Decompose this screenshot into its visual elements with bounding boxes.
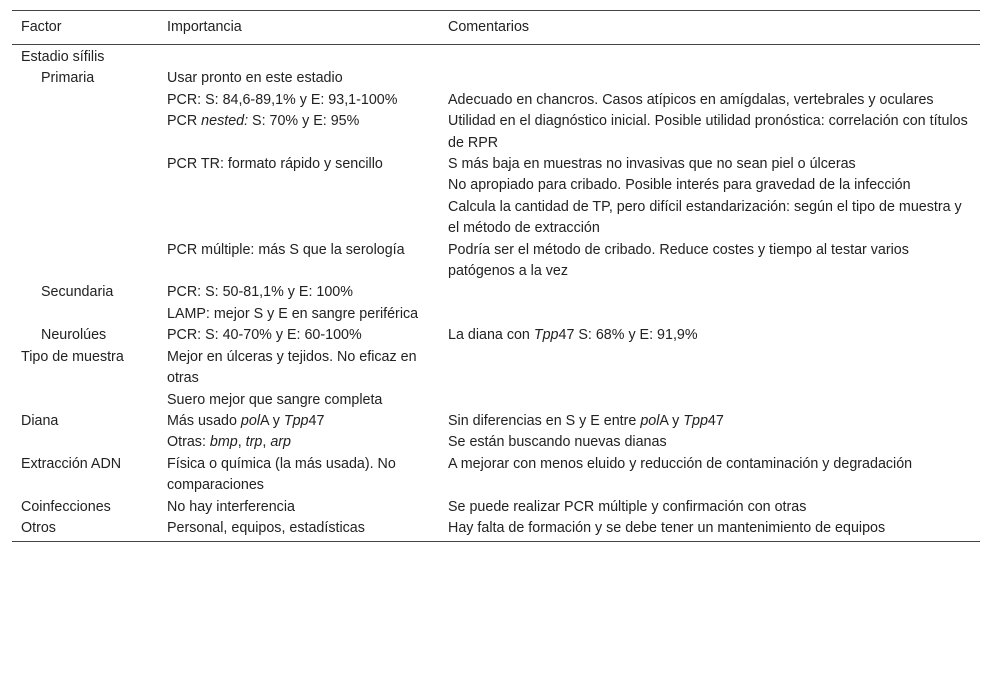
cell-comentarios: Se están buscando nuevas dianas (448, 434, 667, 451)
table-row (12, 347, 980, 390)
cell-factor (12, 111, 158, 154)
header-importancia: Importancia (158, 11, 439, 45)
cell-comentarios: Calcula la cantidad de TP, pero difícil estandarización: según el tipo de muestra y el método de extracción (448, 198, 962, 237)
cell-importancia (158, 197, 439, 240)
table-row (12, 454, 980, 497)
cell-comentarios (439, 347, 980, 390)
table-container (12, 10, 980, 542)
header-comentarios: Comentarios (439, 11, 980, 45)
table-row (12, 197, 980, 240)
cell-factor (12, 90, 158, 111)
cell-importancia: LAMP: mejor S y E en sangre periférica (167, 305, 419, 322)
cell-comentarios: S más baja en muestras no invasivas que no sean piel o úlceras (448, 156, 856, 173)
table-row (12, 154, 980, 175)
table-row (12, 497, 980, 518)
cell-comentarios: Utilidad en el diagnóstico inicial. Posible utilidad pronóstica: correlación con títulos de RPR (448, 113, 968, 151)
cell-importancia: Otras: bmp, trp, arp (167, 434, 291, 451)
cell-importancia (158, 175, 439, 196)
cell-factor (12, 432, 158, 453)
cell-importancia: PCR: S: 84,6-89,1% y E: 93,1-100% (167, 91, 398, 108)
header-factor: Factor (12, 11, 158, 45)
cell-factor (12, 390, 158, 411)
cell-factor: Coinfecciones (21, 498, 111, 515)
cell-comentarios (439, 282, 980, 303)
table-row (12, 240, 980, 283)
cell-importancia: Suero mejor que sangre completa (167, 391, 383, 408)
cell-comentarios: A mejorar con menos eluido y reducción de contaminación y degradación (448, 455, 913, 472)
cell-factor (12, 240, 158, 283)
cell-factor: Estadio sífilis (21, 49, 105, 65)
pcr-factors-table (12, 10, 980, 542)
cell-importancia: PCR TR: formato rápido y sencillo (167, 156, 383, 173)
cell-factor: Extracción ADN (21, 455, 122, 472)
table-row (12, 90, 980, 111)
cell-factor: Neurolúes (41, 327, 107, 344)
table-row (12, 68, 980, 89)
table-row (12, 390, 980, 411)
cell-comentarios: Podría ser el método de cribado. Reduce costes y tiempo al testar varios patógenos a la vez (448, 241, 909, 280)
cell-importancia: Más usado polA y Tpp47 (167, 412, 325, 429)
cell-factor: Secundaria (41, 284, 114, 301)
table-row (12, 175, 980, 196)
cell-comentarios (439, 304, 980, 325)
cell-factor (12, 154, 158, 175)
cell-comentarios: Adecuado en chancros. Casos atípicos en amígdalas, vertebrales y oculares (448, 91, 934, 108)
cell-factor: Otros (12, 518, 158, 542)
cell-comentarios: Hay falta de formación y se debe tener un mantenimiento de equipos (439, 518, 980, 542)
table-header (12, 11, 980, 45)
cell-importancia: Mejor en úlceras y tejidos. No eficaz en otras (167, 348, 417, 387)
header-row (12, 11, 980, 45)
cell-comentarios: Se puede realizar PCR múltiple y confirmación con otras (448, 498, 807, 515)
cell-factor: Primaria (41, 70, 95, 87)
cell-factor: Diana (21, 412, 59, 429)
table-row (12, 518, 980, 542)
cell-importancia: Personal, equipos, estadísticas (158, 518, 439, 542)
cell-importancia: PCR: S: 50-81,1% y E: 100% (167, 284, 353, 301)
cell-importancia: PCR nested: S: 70% y E: 95% (167, 113, 360, 130)
cell-importancia: No hay interferencia (167, 498, 295, 515)
cell-comentarios (439, 68, 980, 89)
cell-importancia (158, 45, 439, 69)
cell-comentarios: Sin diferencias en S y E entre polA y Tpp47 (448, 412, 724, 429)
table-row (12, 45, 980, 69)
table-row (12, 282, 980, 303)
cell-factor: Tipo de muestra (21, 348, 124, 365)
cell-factor (12, 304, 158, 325)
cell-importancia: Usar pronto en este estadio (167, 70, 343, 87)
cell-importancia: Física o química (la más usada). No comparaciones (167, 455, 396, 494)
cell-importancia: PCR múltiple: más S que la serología (167, 241, 405, 258)
cell-comentarios: No apropiado para cribado. Posible interés para gravedad de la infección (448, 177, 911, 194)
table-row (12, 432, 980, 453)
table-body (12, 45, 980, 542)
cell-factor (12, 197, 158, 240)
cell-comentarios (439, 45, 980, 69)
cell-comentarios: La diana con Tpp47 S: 68% y E: 91,9% (448, 327, 698, 344)
table-row (12, 304, 980, 325)
table-row (12, 111, 980, 154)
table-row (12, 325, 980, 346)
table-row (12, 411, 980, 432)
cell-comentarios (439, 390, 980, 411)
cell-factor (12, 175, 158, 196)
cell-importancia: PCR: S: 40-70% y E: 60-100% (167, 327, 362, 344)
